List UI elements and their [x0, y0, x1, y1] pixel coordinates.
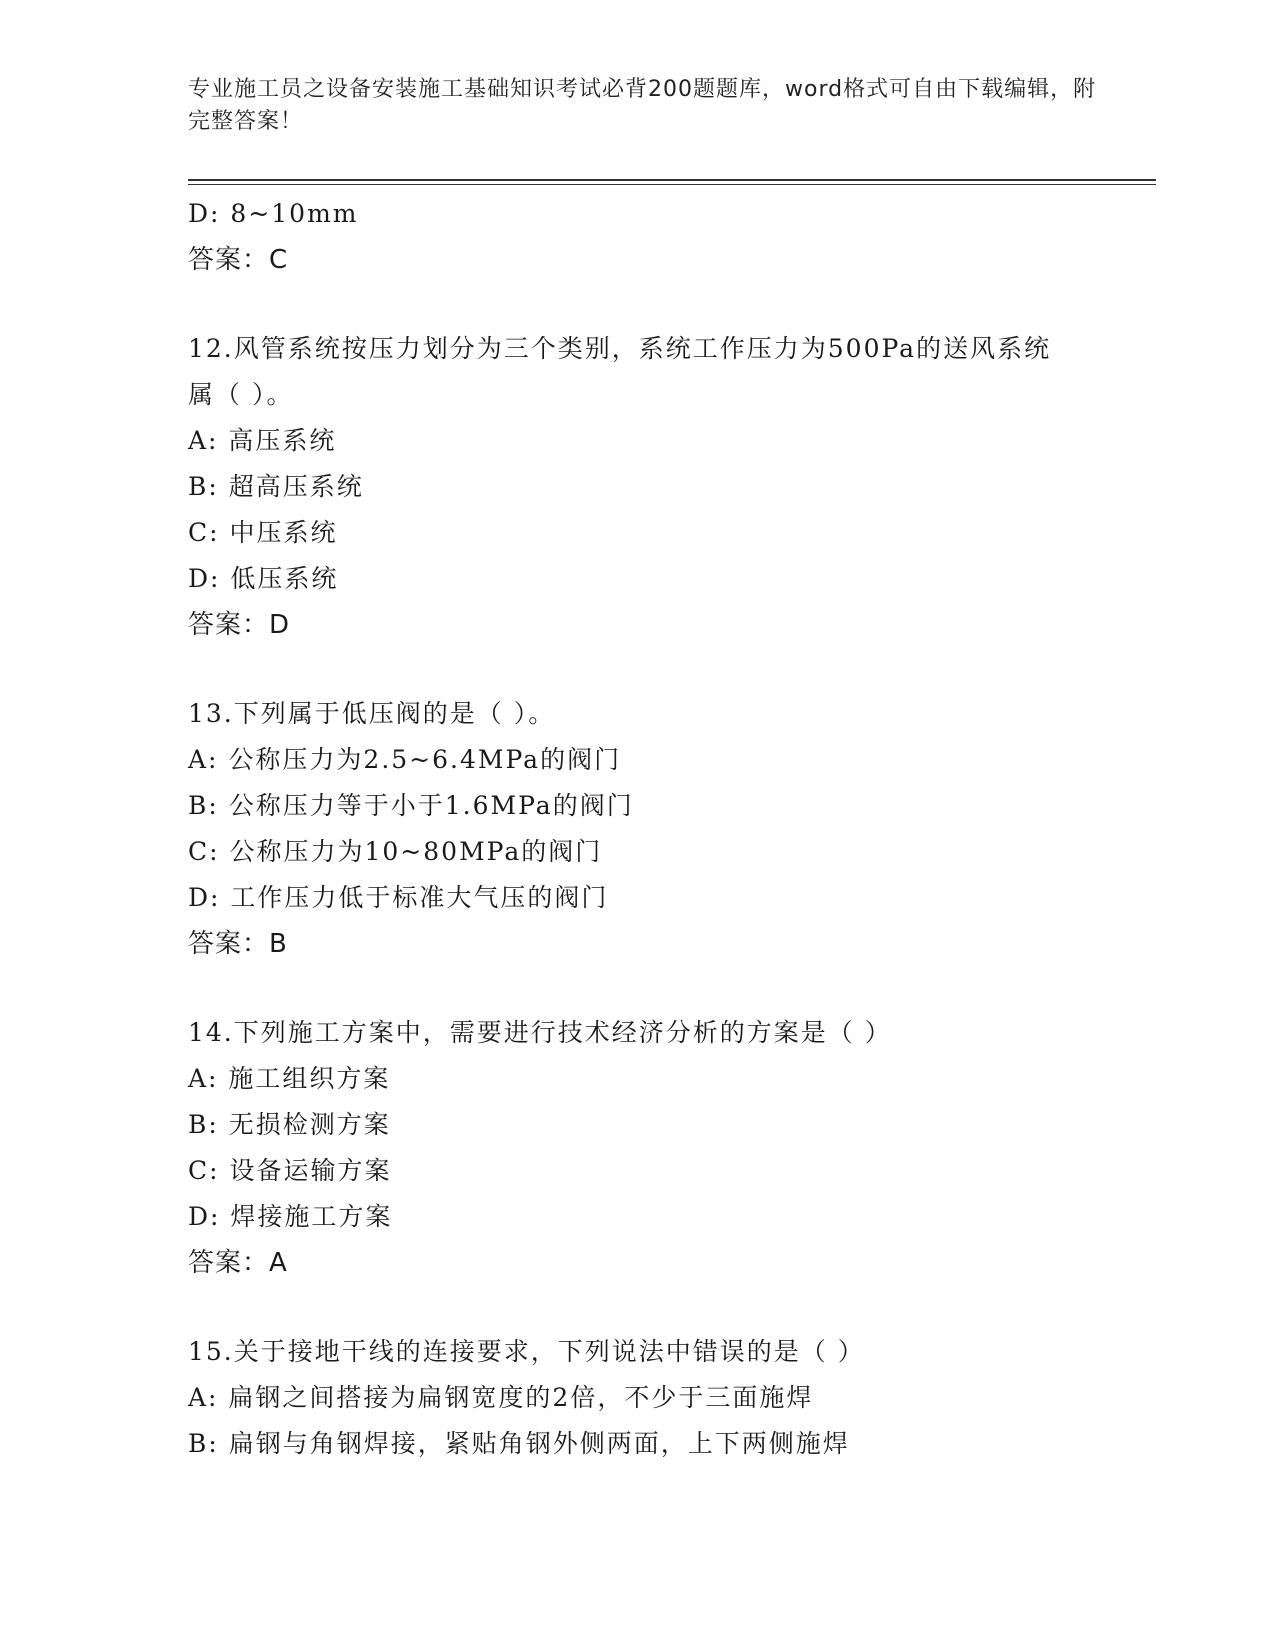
option-d: D: 8~10mm [188, 199, 359, 228]
option-d: D: 低压系统 [188, 564, 339, 593]
option-c: C: 公称压力为10~80MPa的阀门 [188, 837, 603, 866]
option-c: C: 中压系统 [188, 518, 338, 547]
option-a: A: 公称压力为2.5~6.4MPa的阀门 [188, 745, 622, 774]
question-stem: 15.关于接地干线的连接要求，下列说法中错误的是（ ） [188, 1337, 865, 1366]
document-body [188, 191, 1148, 1467]
option-a: A: 施工组织方案 [188, 1064, 391, 1093]
question-stem: 13.下列属于低压阀的是（ ）。 [188, 699, 556, 728]
question-stem: 12.风管系统按压力划分为三个类别，系统工作压力为500Pa的送风系统属（ ）。 [188, 334, 1052, 409]
question-14 [188, 1010, 1148, 1286]
option-b: B: 扁钢与角钢焊接，紧贴角钢外侧两面，上下两侧施焊 [188, 1429, 850, 1458]
option-b: B: 超高压系统 [188, 472, 364, 501]
option-d: D: 焊接施工方案 [188, 1202, 393, 1231]
question-stem: 14.下列施工方案中，需要进行技术经济分析的方案是（ ） [188, 1018, 892, 1047]
option-d: D: 工作压力低于标准大气压的阀门 [188, 883, 609, 912]
option-b: B: 无损检测方案 [188, 1110, 391, 1139]
header-divider-thin [188, 184, 1156, 185]
answer-line: 答案：C [188, 245, 289, 275]
question-15 [188, 1329, 1148, 1467]
option-c: C: 设备运输方案 [188, 1156, 392, 1185]
answer-line: 答案：D [188, 610, 291, 640]
option-a: A: 扁钢之间搭接为扁钢宽度的2倍，不少于三面施焊 [188, 1383, 814, 1412]
answer-line: 答案：B [188, 929, 288, 959]
option-a: A: 高压系统 [188, 426, 337, 455]
question-13 [188, 691, 1148, 967]
question-12 [188, 326, 1148, 648]
answer-line: 答案：A [188, 1248, 288, 1278]
option-b: B: 公称压力等于小于1.6MPa的阀门 [188, 791, 634, 820]
page-header: 专业施工员之设备安装施工基础知识考试必背200题题库，word格式可自由下载编辑，附完整答案！ [188, 77, 1097, 134]
header-divider [188, 179, 1156, 181]
